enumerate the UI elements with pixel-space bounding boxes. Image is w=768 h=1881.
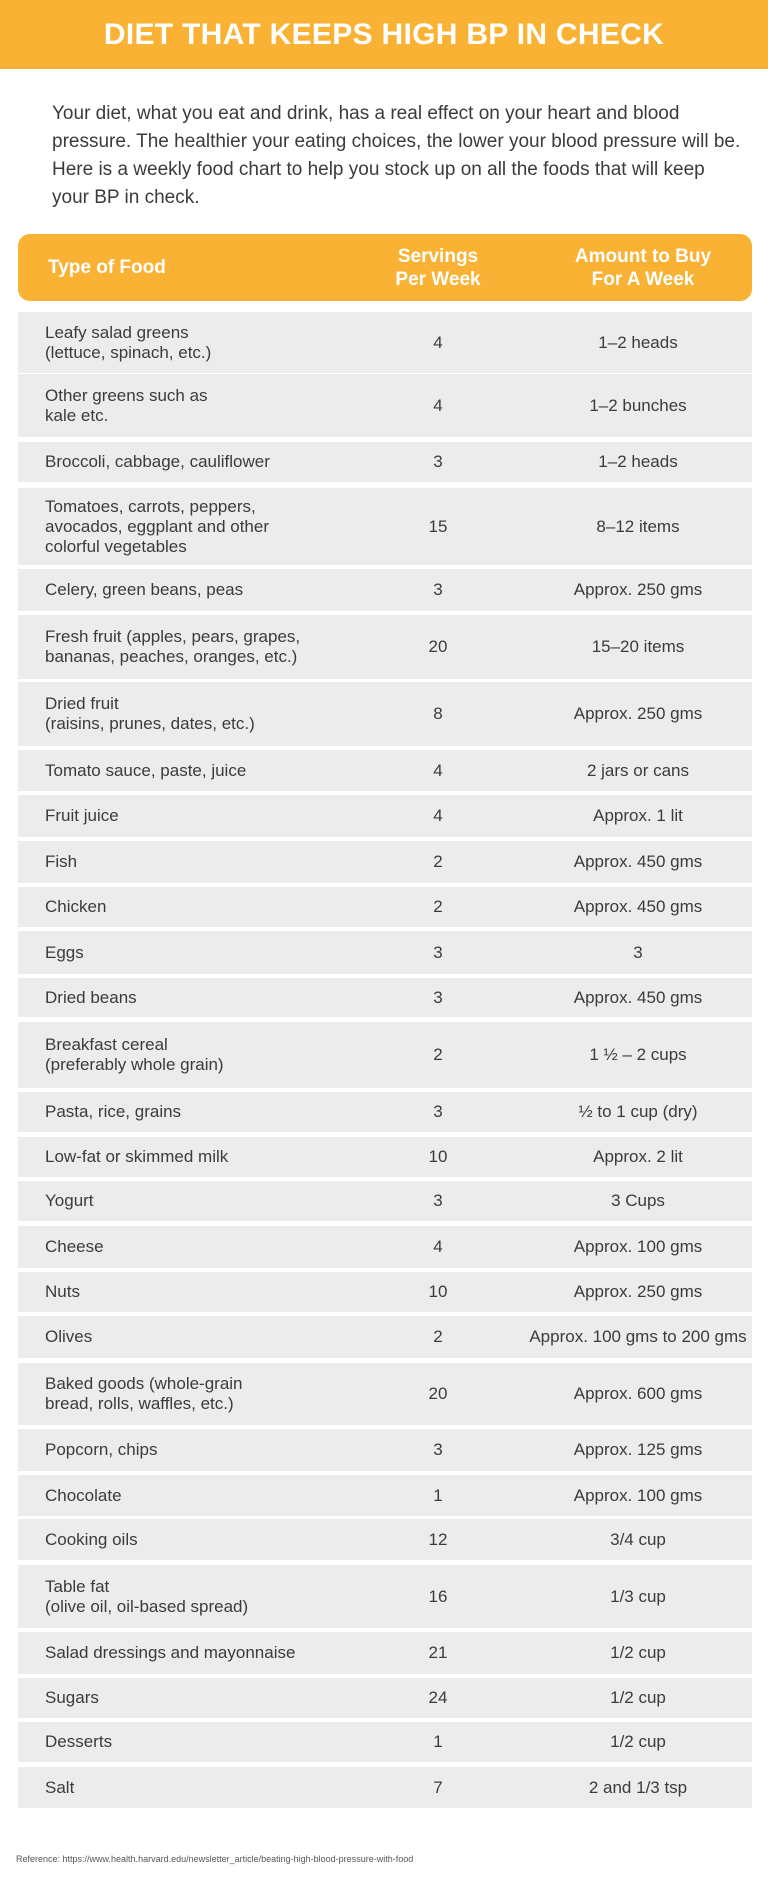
table-row xyxy=(18,1429,752,1471)
table-row xyxy=(18,442,752,482)
food-type-cell: Celery, green beans, peas xyxy=(45,580,244,599)
table-row xyxy=(18,1722,752,1762)
table-row xyxy=(18,841,752,883)
amount-cell: 1/2 cup xyxy=(610,1732,666,1751)
table-row xyxy=(18,615,752,679)
servings-cell: 2 xyxy=(433,1045,443,1064)
table-row xyxy=(18,1181,752,1221)
table-row xyxy=(18,1565,752,1628)
amount-cell: 1/2 cup xyxy=(610,1688,666,1707)
table-row xyxy=(18,488,752,565)
food-type-cell: Chocolate xyxy=(45,1485,122,1505)
servings-cell: 4 xyxy=(433,332,443,352)
amount-cell: ½ to 1 cup (dry) xyxy=(578,1102,698,1121)
food-type-cell: Sugars xyxy=(45,1688,99,1707)
amount-cell: 3 xyxy=(633,942,643,962)
food-type-cell: Tomatoes, carrots, peppers, avocados, eggplant and other colorful vegetables xyxy=(45,496,270,556)
servings-cell: 4 xyxy=(433,1237,443,1256)
page-title: DIET THAT KEEPS HIGH BP IN CHECK xyxy=(103,17,665,51)
table-row xyxy=(18,978,752,1017)
amount-cell: Approx. 125 gms xyxy=(573,1440,703,1459)
servings-cell: 3 xyxy=(433,987,443,1007)
food-type-cell: Salt xyxy=(45,1777,75,1797)
servings-cell: 1 xyxy=(433,1732,443,1751)
table-row xyxy=(18,1767,752,1808)
table-row xyxy=(18,1316,752,1358)
servings-cell: 12 xyxy=(428,1529,448,1549)
food-type-cell: Low-fat or skimmed milk xyxy=(45,1147,229,1166)
amount-cell: Approx. 250 gms xyxy=(573,1282,703,1301)
food-type-cell: Fruit juice xyxy=(45,806,119,825)
table-row xyxy=(18,1226,752,1268)
servings-cell: 4 xyxy=(433,760,443,780)
food-type-cell: Dried fruit (raisins, prunes, dates, etc.) xyxy=(45,694,255,733)
servings-cell: 2 xyxy=(433,852,443,871)
amount-cell: Approx. 600 gms xyxy=(573,1384,703,1403)
amount-cell: 1–2 heads xyxy=(598,332,678,352)
amount-cell: Approx. 450 gms xyxy=(573,897,703,916)
food-type-cell: Breakfast cereal (preferably whole grain) xyxy=(45,1035,224,1074)
food-type-cell: Other greens such as kale etc. xyxy=(45,385,208,425)
amount-cell: Approx. 250 gms xyxy=(573,580,703,599)
header-amount-text: Amount to Buy For A Week xyxy=(574,245,712,290)
table-row xyxy=(18,1272,752,1312)
food-type-cell: Tomato sauce, paste, juice xyxy=(45,760,247,780)
amount-cell: 1–2 heads xyxy=(598,452,678,471)
food-type-cell: Olives xyxy=(45,1327,93,1346)
table-row xyxy=(18,312,752,373)
food-type-cell: Fish xyxy=(45,852,78,871)
servings-cell: 3 xyxy=(433,1102,443,1121)
table-row xyxy=(18,887,752,927)
food-type-cell: Eggs xyxy=(45,942,84,962)
servings-cell: 3 xyxy=(433,942,443,962)
servings-cell: 4 xyxy=(433,806,443,825)
servings-cell: 2 xyxy=(433,897,443,916)
servings-cell: 7 xyxy=(433,1777,443,1797)
servings-cell: 10 xyxy=(428,1147,448,1166)
food-type-cell: Dried beans xyxy=(45,987,137,1007)
header-servings-text: Servings Per Week xyxy=(395,245,481,290)
amount-cell: Approx. 100 gms to 200 gms xyxy=(529,1327,747,1346)
servings-cell: 21 xyxy=(428,1643,448,1662)
servings-cell: 8 xyxy=(433,704,443,723)
food-type-cell: Table fat (olive oil, oil-based spread) xyxy=(45,1576,249,1616)
table-row xyxy=(18,1475,752,1516)
amount-cell: 8–12 items xyxy=(596,516,680,536)
reference-note: Reference: https://www.health.harvard.edu/newsletter_article/beating-high-blood-pressure-with-food xyxy=(16,1854,414,1864)
amount-cell: Approx. 1 lit xyxy=(593,806,683,825)
table-row xyxy=(18,569,752,611)
amount-cell: Approx. 100 gms xyxy=(573,1237,703,1256)
amount-cell: 1–2 bunches xyxy=(589,395,687,415)
amount-cell: 1/2 cup xyxy=(610,1643,666,1662)
table-row xyxy=(18,795,752,837)
servings-cell: 3 xyxy=(433,1191,443,1210)
servings-cell: 16 xyxy=(428,1586,448,1606)
amount-cell: 3 Cups xyxy=(611,1191,665,1210)
food-type-cell: Leafy salad greens (lettuce, spinach, etc.) xyxy=(45,322,212,362)
table-row xyxy=(18,1092,752,1132)
table-row xyxy=(18,931,752,974)
amount-cell: Approx. 100 gms xyxy=(573,1485,703,1505)
servings-cell: 24 xyxy=(428,1688,448,1707)
servings-cell: 1 xyxy=(433,1485,443,1505)
servings-cell: 3 xyxy=(433,452,443,471)
amount-cell: Approx. 2 lit xyxy=(593,1147,683,1166)
food-type-cell: Fresh fruit (apples, pears, grapes, bananas, peaches, oranges, etc.) xyxy=(45,627,301,666)
header-type-of-food: Type of Food xyxy=(48,257,166,278)
servings-cell: 10 xyxy=(428,1282,448,1301)
food-type-cell: Popcorn, chips xyxy=(45,1440,158,1459)
food-type-cell: Cooking oils xyxy=(45,1529,138,1549)
table-row xyxy=(18,1632,752,1674)
table-row xyxy=(18,750,752,791)
food-type-cell: Cheese xyxy=(45,1237,104,1256)
food-type-cell: Yogurt xyxy=(45,1191,94,1210)
amount-cell: 1/3 cup xyxy=(610,1586,666,1606)
amount-cell: Approx. 450 gms xyxy=(573,852,703,871)
table-row xyxy=(18,1678,752,1718)
servings-cell: 4 xyxy=(433,395,443,415)
amount-cell: 2 jars or cans xyxy=(586,760,690,780)
table-row xyxy=(18,1363,752,1425)
servings-cell: 3 xyxy=(433,1440,443,1459)
table-row xyxy=(18,682,752,746)
food-type-cell: Broccoli, cabbage, cauliflower xyxy=(45,452,270,471)
food-type-cell: Chicken xyxy=(45,897,107,916)
servings-cell: 20 xyxy=(428,1384,448,1403)
amount-cell: 3/4 cup xyxy=(610,1529,666,1549)
amount-cell: Approx. 250 gms xyxy=(573,704,703,723)
servings-cell: 20 xyxy=(428,637,448,656)
amount-cell: Approx. 450 gms xyxy=(573,987,703,1007)
table-row xyxy=(18,1022,752,1088)
intro-paragraph: Your diet, what you eat and drink, has a real effect on your heart and blood pressure. The healthier your eating choices, the lower your blood pressure will be. Here is a weekly food chart to help you stock up on all the foods that will keep your BP in check. xyxy=(52,103,741,208)
table-row xyxy=(18,374,752,437)
servings-cell: 15 xyxy=(428,516,448,536)
amount-cell: 2 and 1/3 tsp xyxy=(588,1777,688,1797)
amount-cell: 15–20 items xyxy=(591,637,685,656)
servings-cell: 3 xyxy=(433,580,443,599)
food-type-cell: Salad dressings and mayonnaise xyxy=(45,1643,296,1662)
amount-cell: 1 ½ – 2 cups xyxy=(589,1045,687,1064)
food-type-cell: Nuts xyxy=(45,1282,80,1301)
table-row xyxy=(18,1137,752,1177)
servings-cell: 2 xyxy=(433,1327,443,1346)
food-type-cell: Baked goods (whole-grain bread, rolls, waffles, etc.) xyxy=(45,1374,243,1413)
table-row xyxy=(18,1519,752,1560)
food-type-cell: Pasta, rice, grains xyxy=(45,1102,182,1121)
food-type-cell: Desserts xyxy=(45,1732,113,1751)
